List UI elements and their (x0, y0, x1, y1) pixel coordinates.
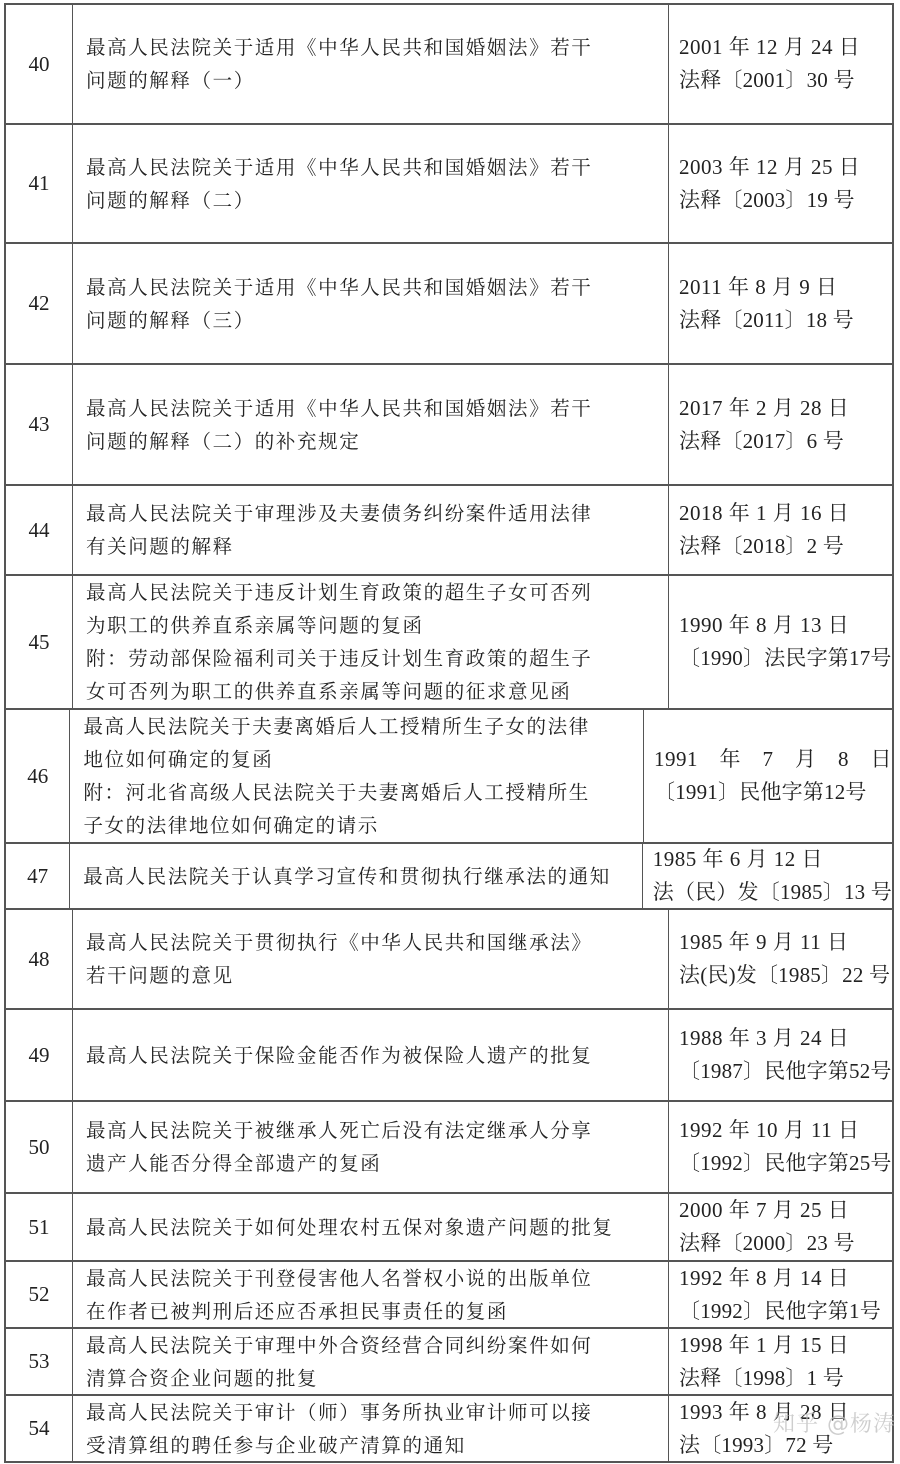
document-title-line: 最高人民法院关于贯彻执行《中华人民共和国继承法》 (86, 931, 593, 954)
document-title-line: 最高人民法院关于审理涉及夫妻债务纠纷案件适用法律 (86, 502, 593, 525)
document-title-line: 问题的解释（二） (86, 188, 255, 212)
table-row (6, 125, 892, 244)
row-number: 40 (6, 5, 73, 123)
issue-date: 1988 年 3 月 24 日 (679, 1026, 850, 1050)
document-title-line: 清算合资企业问题的批复 (86, 1366, 319, 1390)
table-row (6, 1262, 892, 1329)
table-row (6, 844, 892, 910)
issue-date: 1992 年 8 月 14 日 (679, 1265, 850, 1290)
document-title-line: 最高人民法院关于被继承人死亡后没有法定继承人分享 (86, 1119, 593, 1142)
table-row (6, 5, 892, 125)
issue-date: 2000 年 7 月 25 日 (679, 1198, 850, 1222)
row-number: 52 (6, 1262, 73, 1327)
document-number: 法（民）发〔1985〕13 号 (652, 880, 892, 904)
document-title-cell (73, 576, 669, 708)
document-title-cell (73, 1329, 669, 1394)
watermark: 知乎 @杨涛 (773, 1412, 896, 1437)
issue-info-cell (669, 486, 892, 574)
row-number: 53 (6, 1329, 73, 1394)
document-title-line: 最高人民法院关于刊登侵害他人名誉权小说的出版单位 (86, 1266, 593, 1290)
document-number: 法(民)发〔1985〕22 号 (679, 963, 891, 987)
issue-date: 1991 年 7 月 8 日 (654, 747, 892, 771)
issue-info-cell (669, 910, 892, 1008)
document-title-cell (73, 365, 669, 484)
row-number: 46 (6, 710, 70, 842)
issue-date: 1990 年 8 月 13 日 (679, 613, 850, 637)
document-title-line: 最高人民法院关于违反计划生育政策的超生子女可否列 (86, 581, 593, 604)
issue-info-cell (669, 5, 892, 123)
row-number: 42 (6, 244, 73, 363)
row-number: 54 (6, 1396, 73, 1461)
row-number: 48 (6, 910, 73, 1008)
document-title-line: 最高人民法院关于审理中外合资经营合同纠纷案件如何 (86, 1333, 593, 1357)
document-title-line: 在作者已被判刑后还应否承担民事责任的复函 (86, 1299, 509, 1323)
issue-info-cell (669, 365, 892, 484)
document-title-line: 子女的法律地位如何确定的请示 (83, 814, 379, 837)
document-number: 〔1992〕民他字第25号 (679, 1151, 892, 1175)
document-title-cell (73, 1102, 669, 1192)
table-row (6, 576, 892, 710)
document-title-line: 为职工的供养直系亲属等问题的复函 (86, 614, 424, 637)
issue-info-cell (669, 1396, 892, 1461)
table-row (6, 1396, 892, 1463)
document-title-line: 遗产人能否分得全部遗产的复函 (86, 1152, 382, 1175)
document-number: 法释〔2017〕6 号 (679, 428, 844, 453)
table-row (6, 1194, 892, 1262)
issue-date: 1985 年 9 月 11 日 (679, 930, 849, 954)
issue-info-cell (669, 1010, 892, 1100)
document-title-line: 最高人民法院关于适用《中华人民共和国婚姻法》若干 (86, 155, 593, 179)
issue-info-cell (669, 125, 892, 242)
issue-date: 2001 年 12 月 24 日 (679, 35, 861, 59)
document-title-line: 女可否列为职工的供养直系亲属等问题的征求意见函 (86, 680, 572, 703)
document-number: 法释〔2003〕19 号 (679, 187, 855, 212)
issue-info-cell (669, 576, 892, 708)
issue-date: 2011 年 8 月 9 日 (679, 274, 838, 299)
issue-info-cell (669, 1194, 892, 1260)
row-number: 47 (6, 844, 70, 908)
document-title-line: 问题的解释（二）的补充规定 (86, 429, 361, 453)
document-title-line: 最高人民法院关于认真学习宣传和贯彻执行继承法的通知 (83, 864, 611, 888)
regulations-table (4, 3, 894, 1463)
issue-info-cell (669, 1329, 892, 1394)
document-number: 法释〔2011〕18 号 (679, 307, 854, 332)
table-row (6, 365, 892, 486)
issue-date: 1998 年 1 月 15 日 (679, 1332, 850, 1357)
document-title-cell (73, 244, 669, 363)
row-number: 45 (6, 576, 73, 708)
table-row (6, 486, 892, 576)
document-number: 法〔1993〕72 号 (679, 1432, 834, 1457)
document-title-cell (73, 1396, 669, 1461)
document-title-cell (73, 1262, 669, 1327)
issue-info-cell (669, 1102, 892, 1192)
issue-info-cell (644, 710, 892, 842)
document-title-line: 附：河北省高级人民法院关于夫妻离婚后人工授精所生 (83, 781, 590, 804)
table-row (6, 1329, 892, 1396)
document-title-cell (70, 844, 642, 908)
issue-date: 1993 年 8 月 28 日 (679, 1399, 850, 1424)
document-title-line: 附：劳动部保险福利司关于违反计划生育政策的超生子 (86, 647, 593, 670)
document-title-line: 有关问题的解释 (86, 535, 234, 558)
row-number: 51 (6, 1194, 73, 1260)
document-title-line: 受清算组的聘任参与企业破产清算的通知 (86, 1433, 466, 1457)
table-row (6, 244, 892, 365)
table-row (6, 1102, 892, 1194)
document-title-line: 地位如何确定的复函 (83, 748, 274, 771)
row-number: 49 (6, 1010, 73, 1100)
document-number: 法释〔2018〕2 号 (679, 534, 844, 558)
issue-info-cell (669, 1262, 892, 1327)
issue-info-cell (669, 244, 892, 363)
document-number: 法释〔2001〕30 号 (679, 68, 855, 92)
document-title-line: 问题的解释（三） (86, 308, 255, 332)
row-number: 43 (6, 365, 73, 484)
document-title-line: 最高人民法院关于如何处理农村五保对象遗产问题的批复 (86, 1215, 614, 1239)
document-title-line: 最高人民法院关于适用《中华人民共和国婚姻法》若干 (86, 275, 593, 299)
document-title-cell (73, 1010, 669, 1100)
document-title-cell (73, 486, 669, 574)
document-title-cell (73, 125, 669, 242)
document-title-line: 最高人民法院关于适用《中华人民共和国婚姻法》若干 (86, 36, 593, 59)
row-number: 41 (6, 125, 73, 242)
document-number: 〔1991〕民他字第12号 (654, 780, 867, 804)
issue-date: 1992 年 10 月 11 日 (679, 1118, 860, 1142)
document-number: 〔1992〕民他字第1号 (679, 1298, 881, 1323)
issue-info-cell (643, 844, 892, 908)
document-title-line: 问题的解释（一） (86, 69, 255, 92)
issue-date: 2018 年 1 月 16 日 (679, 501, 850, 525)
document-number: 〔1990〕法民字第17号 (679, 646, 892, 670)
document-title-line: 最高人民法院关于适用《中华人民共和国婚姻法》若干 (86, 396, 593, 420)
row-number: 50 (6, 1102, 73, 1192)
document-number: 〔1987〕民他字第52号 (679, 1059, 892, 1083)
row-number: 44 (6, 486, 73, 574)
issue-date: 2017 年 2 月 28 日 (679, 395, 850, 420)
issue-date: 2003 年 12 月 25 日 (679, 154, 861, 179)
document-title-line: 若干问题的意见 (86, 964, 234, 987)
document-number: 法释〔2000〕23 号 (679, 1231, 855, 1255)
table-row (6, 1010, 892, 1102)
table-row (6, 710, 892, 844)
table-row (6, 910, 892, 1010)
document-number: 法释〔1998〕1 号 (679, 1365, 844, 1390)
document-title-cell (73, 1194, 669, 1260)
issue-date: 1985 年 6 月 12 日 (652, 847, 823, 871)
document-title-cell (70, 710, 644, 842)
document-title-cell (73, 5, 669, 123)
document-title-line: 最高人民法院关于审计（师）事务所执业审计师可以接 (86, 1400, 593, 1424)
document-title-line: 最高人民法院关于保险金能否作为被保险人遗产的批复 (86, 1043, 593, 1067)
document-title-line: 最高人民法院关于夫妻离婚后人工授精所生子女的法律 (83, 715, 590, 738)
document-title-cell (73, 910, 669, 1008)
